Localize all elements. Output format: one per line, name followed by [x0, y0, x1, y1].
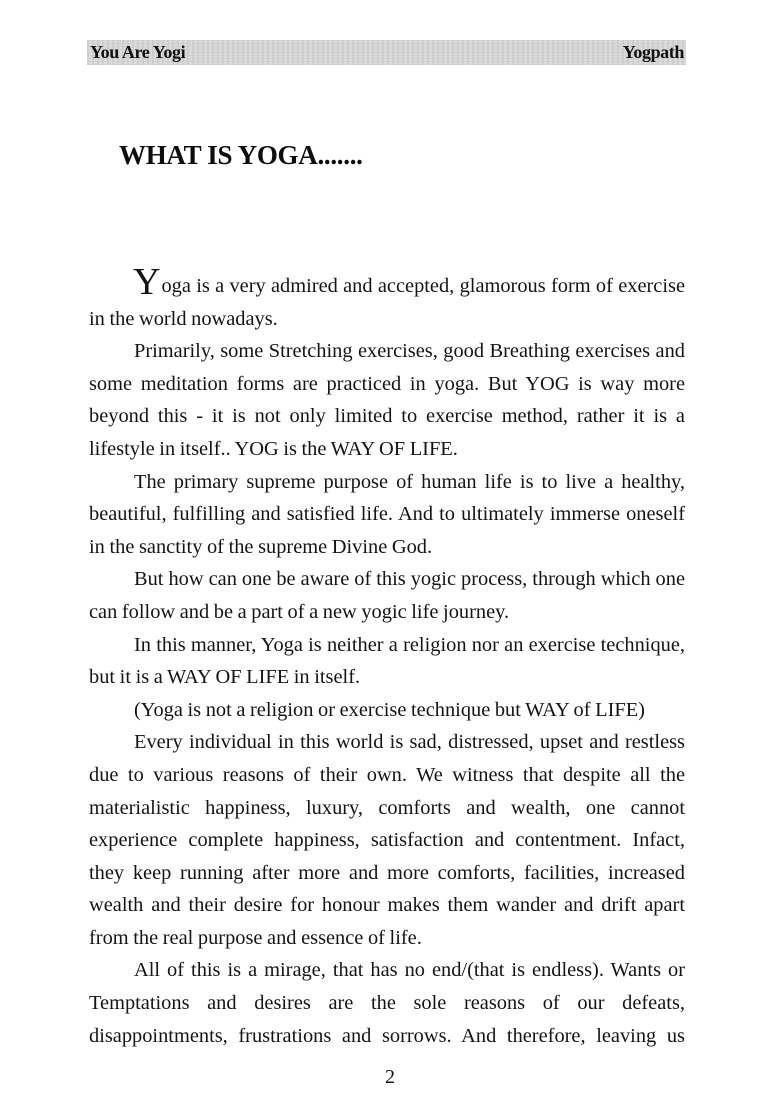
chapter-title: WHAT IS YOGA....... [119, 140, 363, 170]
body-text [89, 261, 685, 1052]
paragraph-continued: All of this is a mirage, that has no end/(that is endless). Wants or Temptations and desires are the sole reasons of our defeats, disappointments, frustrations and sorrows. And therefore, leaving us [89, 959, 685, 1047]
paragraph-intro [89, 261, 685, 335]
paragraph: In this manner, Yoga is neither a religion nor an exercise technique, but it is a WAY OF LIFE in itself. [89, 633, 685, 689]
paragraph-parenthetical: (Yoga is not a religion or exercise technique but WAY of LIFE) [134, 698, 645, 721]
running-header [87, 40, 686, 65]
paragraph: Primarily, some Stretching exercises, good Breathing exercises and some meditation forms are practiced in yoga. But YOG is way more beyond this - it is not only limited to exercise method, rather it is a lifestyle in itself.. YOG is the WAY OF LIFE. [89, 340, 685, 460]
paragraph: The primary supreme purpose of human life is to live a healthy, beautiful, fulfilling and satisfied life. And to ultimately immerse oneself in the sanctity of the supreme Divine God. [89, 470, 685, 558]
page-number: 2 [385, 1066, 395, 1088]
paragraph: But how can one be aware of this yogic process, through which one can follow and be a part of a new yogic life journey. [89, 568, 685, 623]
paragraph: Every individual in this world is sad, distressed, upset and restless due to various reasons of their own. We witness that despite all the materialistic happiness, luxury, comforts and wealth, one cannot experience complete happiness, satisfaction and contentment. Infact, they keep running after more and more comforts, facilities, increased wealth and their desire for honour makes them wander and drift apart from the real purpose and essence of life. [89, 731, 685, 949]
paragraph-text: oga is a very admired and accepted, glamorous form of exercise in the world nowadays. [89, 275, 685, 330]
drop-cap: Y [133, 261, 161, 303]
book-title: You Are Yogi [90, 42, 186, 62]
series-title: Yogpath [622, 42, 684, 62]
